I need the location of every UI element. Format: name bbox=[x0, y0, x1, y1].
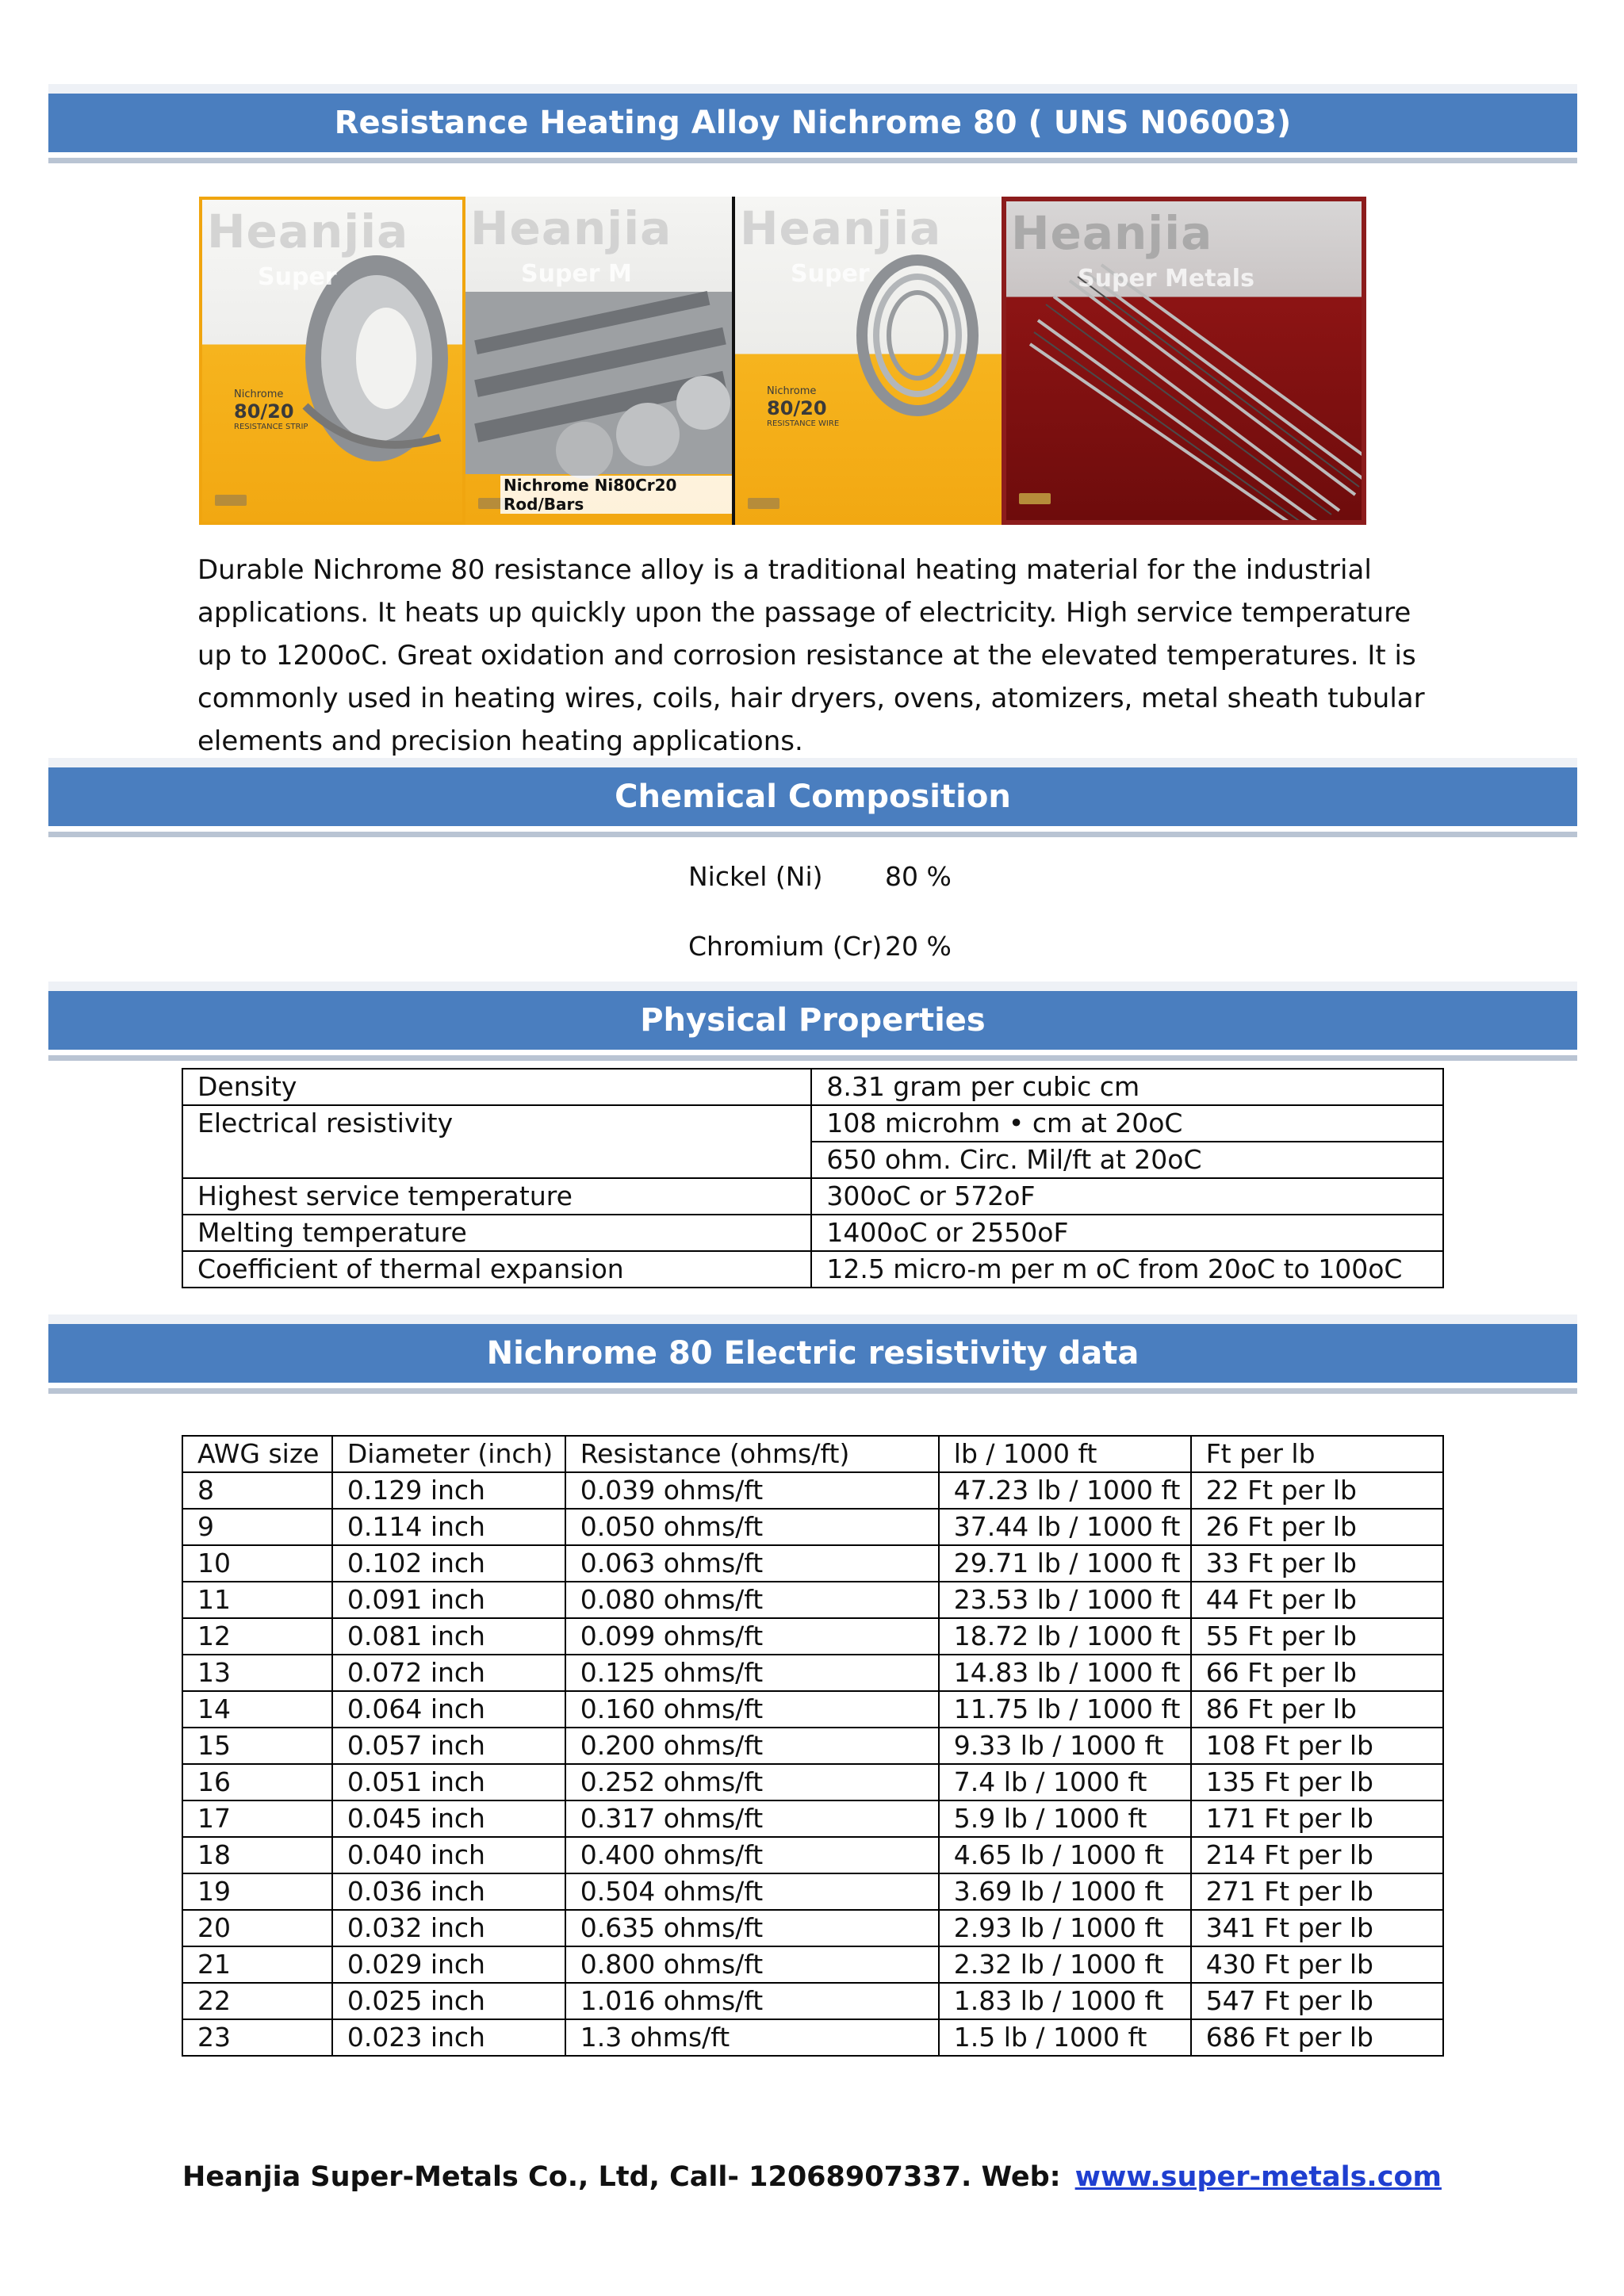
table-row bbox=[182, 1873, 1443, 1910]
table-cell: 2.32 lb / 1000 ft bbox=[939, 1946, 1191, 1983]
table-row bbox=[182, 1691, 1443, 1728]
photo-brand-sub: Super bbox=[258, 263, 337, 291]
chemical-composition-banner bbox=[48, 767, 1577, 826]
table-cell: 11.75 lb / 1000 ft bbox=[939, 1691, 1191, 1728]
table-cell: 0.400 ohms/ft bbox=[565, 1837, 939, 1873]
column-header: Ft per lb bbox=[1191, 1436, 1443, 1472]
table-cell: 686 Ft per lb bbox=[1191, 2019, 1443, 2056]
table-cell: 14.83 lb / 1000 ft bbox=[939, 1655, 1191, 1691]
photo-resistance-wire bbox=[732, 197, 1002, 525]
photo-heating-element bbox=[1002, 197, 1366, 525]
table-row bbox=[182, 1946, 1443, 1983]
property-value: 108 microhm • cm at 20oC bbox=[811, 1105, 1443, 1142]
table-cell: 14 bbox=[182, 1691, 332, 1728]
table-cell: 18 bbox=[182, 1837, 332, 1873]
table-cell: 23.53 lb / 1000 ft bbox=[939, 1582, 1191, 1618]
table-cell: 171 Ft per lb bbox=[1191, 1800, 1443, 1837]
table-row bbox=[182, 2019, 1443, 2056]
property-value: 300oC or 572oF bbox=[811, 1178, 1443, 1215]
table-cell: 0.091 inch bbox=[332, 1582, 565, 1618]
table-cell: 214 Ft per lb bbox=[1191, 1837, 1443, 1873]
table-cell: 0.036 inch bbox=[332, 1873, 565, 1910]
table-cell: 11 bbox=[182, 1582, 332, 1618]
photo-resistance-strip bbox=[199, 197, 465, 525]
table-row bbox=[182, 1728, 1443, 1764]
photo-tag-line1: Nichrome bbox=[234, 388, 284, 400]
resistivity-data-heading: Nichrome 80 Electric resistivity data bbox=[486, 1335, 1139, 1372]
table-cell: 26 Ft per lb bbox=[1191, 1509, 1443, 1545]
chemical-composition-heading: Chemical Composition bbox=[615, 779, 1011, 815]
photo-tag-line2: 80/20 bbox=[234, 400, 294, 423]
photo-brand-sub: Super Metals bbox=[1078, 265, 1254, 293]
resistivity-table bbox=[182, 1435, 1444, 2057]
table-cell: 0.200 ohms/ft bbox=[565, 1728, 939, 1764]
table-cell: 0.051 inch bbox=[332, 1764, 565, 1800]
table-cell: 4.65 lb / 1000 ft bbox=[939, 1837, 1191, 1873]
table-row bbox=[182, 1509, 1443, 1545]
table-cell: 0.039 ohms/ft bbox=[565, 1472, 939, 1509]
table-cell: 47.23 lb / 1000 ft bbox=[939, 1472, 1191, 1509]
column-header: lb / 1000 ft bbox=[939, 1436, 1191, 1472]
table-cell: 547 Ft per lb bbox=[1191, 1983, 1443, 2019]
table-cell: 7.4 lb / 1000 ft bbox=[939, 1764, 1191, 1800]
physical-properties-heading: Physical Properties bbox=[640, 1002, 986, 1039]
table-cell: 0.160 ohms/ft bbox=[565, 1691, 939, 1728]
table-row bbox=[182, 1251, 1443, 1288]
table-cell: 17 bbox=[182, 1800, 332, 1837]
composition-value: 20 % bbox=[885, 931, 952, 962]
table-cell: 9 bbox=[182, 1509, 332, 1545]
table-cell: 2.93 lb / 1000 ft bbox=[939, 1910, 1191, 1946]
composition-row-chromium bbox=[688, 931, 952, 962]
table-cell: 20 bbox=[182, 1910, 332, 1946]
table-header-row bbox=[182, 1436, 1443, 1472]
photo-logo-chip bbox=[215, 495, 247, 506]
table-cell: 37.44 lb / 1000 ft bbox=[939, 1509, 1191, 1545]
table-cell: 0.032 inch bbox=[332, 1910, 565, 1946]
photo-logo-chip bbox=[1019, 493, 1051, 504]
table-row bbox=[182, 1105, 1443, 1142]
table-cell: 1.016 ohms/ft bbox=[565, 1983, 939, 2019]
table-cell: 0.064 inch bbox=[332, 1691, 565, 1728]
table-cell: 0.057 inch bbox=[332, 1728, 565, 1764]
photo-tag-line3: RESISTANCE STRIP bbox=[234, 423, 308, 431]
composition-element: Chromium (Cr) bbox=[688, 931, 883, 962]
table-row bbox=[182, 1178, 1443, 1215]
photo-tag-line1: Nichrome bbox=[767, 385, 817, 397]
intro-paragraph: Durable Nichrome 80 resistance alloy is a traditional heating material for the industrial applications. It heats up quickly upon the passage of electricity. High service temperature up to 1200oC. Great oxidation and corrosion resistance at the elevated temperatures. It is commonly used in heating wires, coils, hair dryers, ovens, atomizers, metal sheath tubular elements and precision heating applications. bbox=[197, 554, 1425, 757]
table-row bbox=[182, 1910, 1443, 1946]
column-header: Diameter (inch) bbox=[332, 1436, 565, 1472]
table-row bbox=[182, 1837, 1443, 1873]
table-cell: 0.504 ohms/ft bbox=[565, 1873, 939, 1910]
table-cell: 135 Ft per lb bbox=[1191, 1764, 1443, 1800]
table-cell: 5.9 lb / 1000 ft bbox=[939, 1800, 1191, 1837]
table-cell: 21 bbox=[182, 1946, 332, 1983]
composition-value: 80 % bbox=[885, 861, 952, 892]
photo-brand: Heanjia bbox=[740, 201, 942, 255]
table-cell: 8 bbox=[182, 1472, 332, 1509]
composition-row-nickel bbox=[688, 861, 952, 892]
property-value: 8.31 gram per cubic cm bbox=[811, 1069, 1443, 1105]
property-label: Density bbox=[182, 1069, 811, 1105]
photo-logo-chip bbox=[748, 498, 779, 509]
physical-properties-table bbox=[182, 1068, 1444, 1288]
table-cell: 108 Ft per lb bbox=[1191, 1728, 1443, 1764]
footer bbox=[0, 2161, 1624, 2193]
footer-company: Heanjia Super-Metals Co., Ltd, Call- 12068907337. Web: bbox=[182, 2161, 1061, 2193]
table-row bbox=[182, 1545, 1443, 1582]
table-row bbox=[182, 1764, 1443, 1800]
photo-brand-sub: Super M bbox=[521, 260, 632, 288]
property-label: Melting temperature bbox=[182, 1215, 811, 1251]
table-cell: 430 Ft per lb bbox=[1191, 1946, 1443, 1983]
photo-brand: Heanjia bbox=[470, 201, 672, 255]
table-row bbox=[182, 1655, 1443, 1691]
table-cell: 66 Ft per lb bbox=[1191, 1655, 1443, 1691]
table-cell: 0.125 ohms/ft bbox=[565, 1655, 939, 1691]
composition-element: Nickel (Ni) bbox=[688, 861, 823, 892]
table-cell: 33 Ft per lb bbox=[1191, 1545, 1443, 1582]
property-value: 650 ohm. Circ. Mil/ft at 20oC bbox=[811, 1142, 1443, 1178]
table-cell: 0.114 inch bbox=[332, 1509, 565, 1545]
table-cell: 55 Ft per lb bbox=[1191, 1618, 1443, 1655]
table-row bbox=[182, 1069, 1443, 1105]
website-link[interactable]: www.super-metals.com bbox=[1074, 2161, 1442, 2193]
table-cell: 0.099 ohms/ft bbox=[565, 1618, 939, 1655]
table-cell: 0.029 inch bbox=[332, 1946, 565, 1983]
table-cell: 0.072 inch bbox=[332, 1655, 565, 1691]
table-cell: 1.5 lb / 1000 ft bbox=[939, 2019, 1191, 2056]
table-cell: 1.3 ohms/ft bbox=[565, 2019, 939, 2056]
photo-caption: Nichrome Ni80Cr20 Rod/Bars bbox=[500, 476, 732, 514]
page-title: Resistance Heating Alloy Nichrome 80 ( UNS N06003) bbox=[334, 105, 1292, 141]
table-cell: 9.33 lb / 1000 ft bbox=[939, 1728, 1191, 1764]
table-cell: 0.080 ohms/ft bbox=[565, 1582, 939, 1618]
property-label: Coefficient of thermal expansion bbox=[182, 1251, 811, 1288]
table-cell: 0.063 ohms/ft bbox=[565, 1545, 939, 1582]
table-cell: 18.72 lb / 1000 ft bbox=[939, 1618, 1191, 1655]
table-cell: 23 bbox=[182, 2019, 332, 2056]
table-cell: 341 Ft per lb bbox=[1191, 1910, 1443, 1946]
table-row bbox=[182, 1618, 1443, 1655]
table-row bbox=[182, 1800, 1443, 1837]
table-cell: 22 bbox=[182, 1983, 332, 2019]
property-value: 12.5 micro-m per m oC from 20oC to 100oC bbox=[811, 1251, 1443, 1288]
photo-brand-sub: Super bbox=[791, 260, 870, 288]
title-banner bbox=[48, 94, 1577, 152]
table-cell: 15 bbox=[182, 1728, 332, 1764]
table-cell: 0.102 inch bbox=[332, 1545, 565, 1582]
table-cell: 271 Ft per lb bbox=[1191, 1873, 1443, 1910]
table-cell: 0.025 inch bbox=[332, 1983, 565, 2019]
photo-tag bbox=[767, 385, 839, 428]
table-row bbox=[182, 1983, 1443, 2019]
table-cell: 44 Ft per lb bbox=[1191, 1582, 1443, 1618]
product-photo-strip bbox=[199, 197, 1366, 525]
table-row bbox=[182, 1472, 1443, 1509]
table-cell: 0.635 ohms/ft bbox=[565, 1910, 939, 1946]
table-cell: 16 bbox=[182, 1764, 332, 1800]
table-row bbox=[182, 1582, 1443, 1618]
column-header: AWG size bbox=[182, 1436, 332, 1472]
photo-brand: Heanjia bbox=[1011, 206, 1213, 260]
table-cell: 10 bbox=[182, 1545, 332, 1582]
column-header: Resistance (ohms/ft) bbox=[565, 1436, 939, 1472]
table-cell: 22 Ft per lb bbox=[1191, 1472, 1443, 1509]
table-cell: 13 bbox=[182, 1655, 332, 1691]
table-cell: 0.023 inch bbox=[332, 2019, 565, 2056]
photo-brand: Heanjia bbox=[207, 205, 409, 258]
photo-rod-bars bbox=[465, 197, 732, 525]
physical-properties-banner bbox=[48, 991, 1577, 1050]
table-cell: 0.252 ohms/ft bbox=[565, 1764, 939, 1800]
photo-tag-line3: RESISTANCE WIRE bbox=[767, 419, 840, 428]
table-row bbox=[182, 1215, 1443, 1251]
table-cell: 3.69 lb / 1000 ft bbox=[939, 1873, 1191, 1910]
table-cell: 0.129 inch bbox=[332, 1472, 565, 1509]
resistivity-data-banner bbox=[48, 1324, 1577, 1383]
table-cell: 0.050 ohms/ft bbox=[565, 1509, 939, 1545]
table-cell: 1.83 lb / 1000 ft bbox=[939, 1983, 1191, 2019]
table-cell: 0.040 inch bbox=[332, 1837, 565, 1873]
table-cell: 0.317 ohms/ft bbox=[565, 1800, 939, 1837]
photo-tag bbox=[234, 388, 308, 431]
property-value: 1400oC or 2550oF bbox=[811, 1215, 1443, 1251]
table-cell: 0.800 ohms/ft bbox=[565, 1946, 939, 1983]
table-cell: 29.71 lb / 1000 ft bbox=[939, 1545, 1191, 1582]
table-cell: 12 bbox=[182, 1618, 332, 1655]
table-cell: 86 Ft per lb bbox=[1191, 1691, 1443, 1728]
photo-tag-line2: 80/20 bbox=[767, 397, 827, 419]
property-label: Electrical resistivity bbox=[182, 1105, 811, 1178]
table-cell: 19 bbox=[182, 1873, 332, 1910]
property-label: Highest service temperature bbox=[182, 1178, 811, 1215]
table-cell: 0.081 inch bbox=[332, 1618, 565, 1655]
table-cell: 0.045 inch bbox=[332, 1800, 565, 1837]
